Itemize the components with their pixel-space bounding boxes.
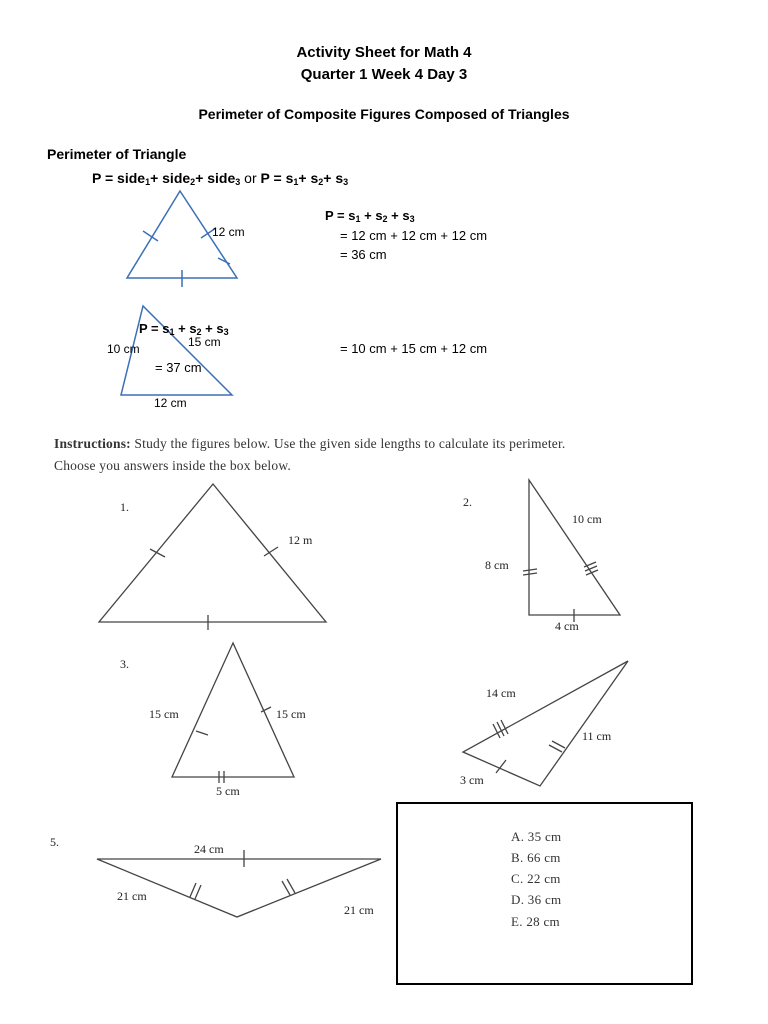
example1-side-label: 12 cm: [212, 225, 245, 239]
figure2-number: 2.: [463, 495, 472, 509]
figure2-hyp-label: 10 cm: [572, 512, 602, 526]
figure2-bottom-label: 4 cm: [555, 619, 579, 633]
figure1-side-label: 12 m: [288, 533, 313, 547]
figure4-right-label: 11 cm: [582, 729, 612, 743]
example2-left-label: 10 cm: [107, 342, 140, 356]
example1-result: = 36 cm: [340, 247, 387, 262]
topic-title: Perimeter of Composite Figures Composed of Triangles: [198, 106, 570, 122]
figure1-number: 1.: [120, 500, 129, 514]
instructions: Instructions: Study the figures below. Use the given side lengths to calculate its perimeter.: [54, 436, 566, 451]
figure5-number: 5.: [50, 835, 59, 849]
figure3-bottom-label: 5 cm: [216, 784, 240, 798]
example1-triangle: [127, 191, 237, 287]
page-title: Activity Sheet for Math 4: [296, 44, 472, 61]
figure5-left-label: 21 cm: [117, 889, 147, 903]
figure5-top-label: 24 cm: [194, 842, 224, 856]
figure4-bottom-label: 3 cm: [460, 773, 484, 787]
choice-b: B. 66 cm: [511, 850, 561, 865]
section-heading: Perimeter of Triangle: [47, 146, 187, 162]
figure3-left-label: 15 cm: [149, 707, 179, 721]
figure5-triangle: [97, 850, 381, 917]
figure3-right-label: 15 cm: [276, 707, 306, 721]
perimeter-formula: P = side$_1$+ side$_2$+ side$_3$ or $P = s_1+ s_2+ s_3$: [92, 170, 349, 187]
example2-result: = 37 cm: [155, 360, 202, 375]
figure3-number: 3.: [120, 657, 129, 671]
figure4-triangle: [463, 661, 628, 786]
example2-slant-label: 15 cm: [188, 335, 221, 349]
figure1-triangle: [99, 484, 326, 630]
figure5-right-label: 21 cm: [344, 903, 374, 917]
figure4-top-label: 14 cm: [486, 686, 516, 700]
instructions-line2: Choose you answers inside the box below.: [54, 458, 291, 473]
choice-d: D. 36 cm: [511, 892, 562, 907]
page-subtitle: Quarter 1 Week 4 Day 3: [300, 66, 468, 83]
example2-formula: $P = s_1 + s_2 + s_3$: [139, 321, 229, 337]
figure2-triangle: [523, 480, 620, 622]
example2-bottom-label: 12 cm: [154, 396, 187, 410]
figure2-left-label: 8 cm: [485, 558, 509, 572]
choice-e: E. 28 cm: [511, 914, 560, 929]
choice-a: A. 35 cm: [511, 829, 562, 844]
example1-step: = 12 cm + 12 cm + 12 cm: [340, 228, 488, 243]
choice-c: C. 22 cm: [511, 871, 561, 886]
example1-formula: $P = s_1 + s_2 + s_3$: [325, 208, 415, 224]
example2-step: = 10 cm + 15 cm + 12 cm: [340, 341, 488, 356]
